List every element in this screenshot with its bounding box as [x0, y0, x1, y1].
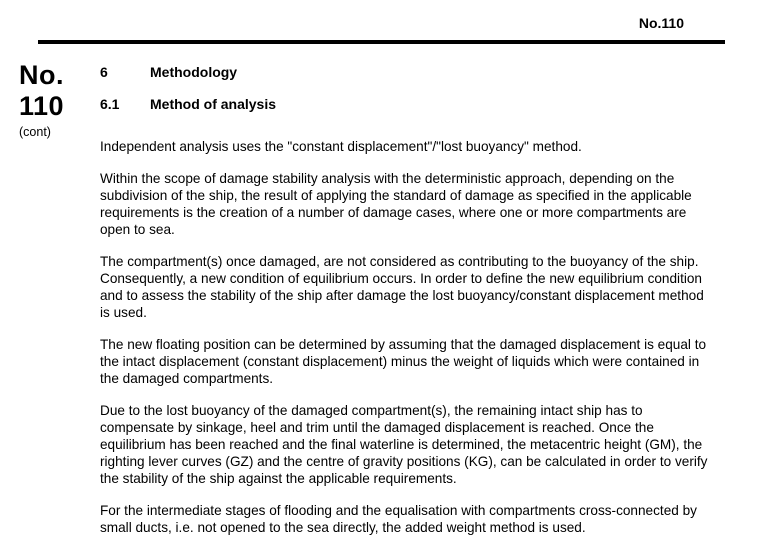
section-heading-methodology	[100, 64, 713, 80]
section-title: Methodology	[150, 64, 238, 80]
paragraph-independent-analysis: Independent analysis uses the "constant displacement"/"lost buoyancy" method.	[100, 139, 582, 154]
sidebar-cont-label: (cont)	[19, 125, 51, 139]
paragraph-lost-buoyancy-compensation: Due to the lost buoyancy of the damaged compartment(s), the remaining intact ship has to compensate by sinkage, heel and trim until the damaged displacement is reached. Once the equilibrium has been reached and the final waterline is determined, the metacentric height (GM), the righting lever curves (GZ) and the centre of gravity positions (KG), can be calculated in order to verify the stability of the ship against the applicable requirements.	[100, 403, 708, 486]
header-rule	[38, 40, 725, 44]
paragraph-new-floating-position: The new floating position can be determined by assuming that the damaged displacement is equal to the intact displacement (constant displacement) minus the weight of liquids which were contained in the damaged compartments.	[100, 337, 707, 386]
document-body	[100, 64, 713, 551]
section-number: 6.1	[100, 96, 120, 112]
sidebar-no-label: No.	[19, 60, 64, 90]
doc-number-sidebar	[19, 60, 94, 140]
section-heading-method-of-analysis	[100, 96, 713, 112]
paragraph-intermediate-stages: For the intermediate stages of flooding and the equalisation with compartments cross-connected by small ducts, i.e. not opened to the sea directly, the added weight method is used.	[100, 503, 697, 535]
sidebar-doc-number: 110	[19, 91, 65, 121]
paragraph-compartments-damaged: The compartment(s) once damaged, are not considered as contributing to the buoyancy of the ship. Consequently, a new condition of equilibrium occurs. In order to define the new equilibrium condition and to assess the stability of the ship after damage the lost buoyancy/constant displacement method is used.	[100, 254, 704, 320]
header-doc-number: No.110	[638, 15, 684, 31]
paragraph-scope-of-damage-stability: Within the scope of damage stability analysis with the deterministic approach, depending on the subdivision of the ship, the result of applying the standard of damage as specified in the applicable requirements is the creation of a number of damage cases, where one or more compartments are open to sea.	[100, 171, 692, 237]
section-number: 6	[100, 64, 108, 80]
section-title: Method of analysis	[150, 96, 277, 112]
